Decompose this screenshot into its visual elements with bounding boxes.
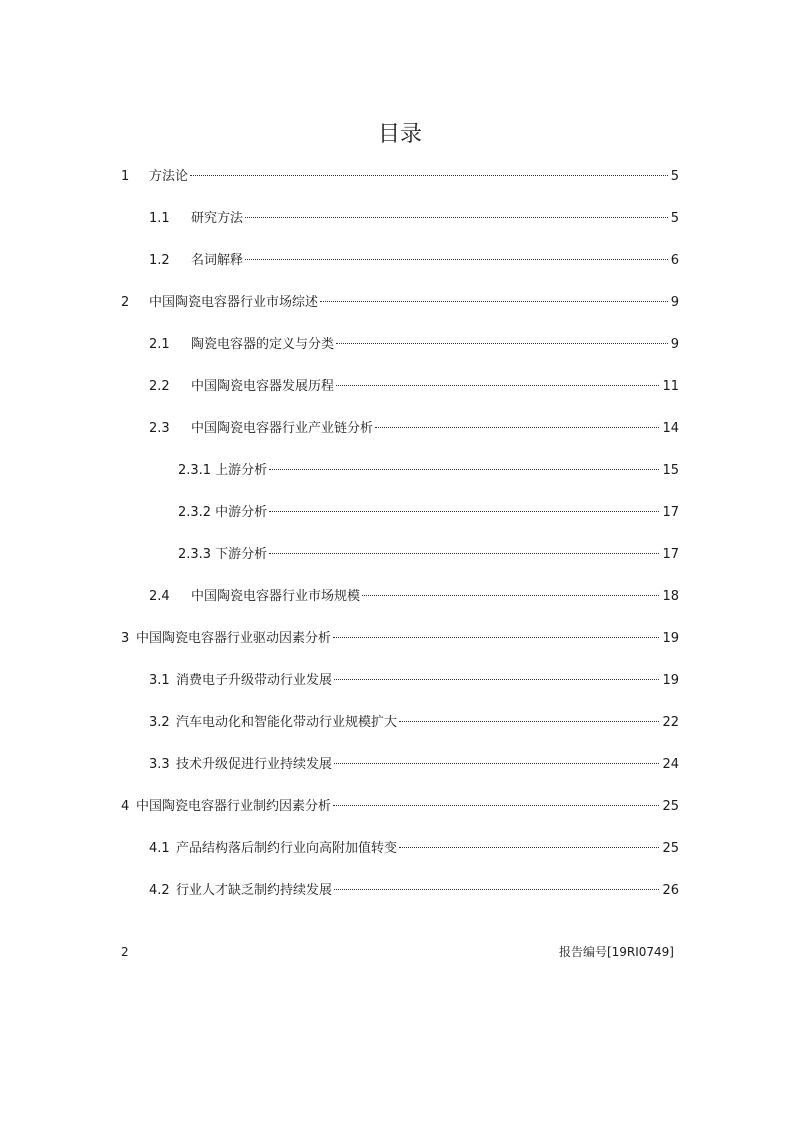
toc-entry[interactable] [149, 419, 679, 439]
toc-entry-page: 24 [662, 757, 679, 772]
toc-dot-leader [269, 511, 659, 512]
toc-entry-page: 22 [662, 715, 679, 730]
toc-dot-leader [320, 301, 668, 302]
toc-entry[interactable] [121, 293, 679, 313]
toc-entry-number: 2.3.3 [178, 547, 212, 562]
toc-entry-text: 上游分析 [215, 463, 268, 478]
toc-dot-leader [334, 889, 659, 890]
toc-dot-leader [362, 595, 659, 596]
toc-entry-number: 2 [121, 295, 130, 310]
toc-dot-leader [334, 679, 659, 680]
toc-entry-number: 2.3.2 [178, 505, 212, 520]
toc-entry-text: 产品结构落后制约行业向高附加值转变 [176, 841, 398, 856]
toc-entry[interactable] [149, 587, 679, 607]
footer-report-id: 报告编号[19RI0749] [558, 945, 674, 959]
toc-entry-number: 4.1 [149, 841, 170, 856]
toc-entry-text: 技术升级促进行业持续发展 [176, 757, 333, 772]
toc-entry-text: 中国陶瓷电容器发展历程 [191, 379, 335, 394]
toc-entry-number: 4.2 [149, 883, 170, 898]
toc-dot-leader [336, 343, 668, 344]
toc-entry[interactable] [121, 629, 679, 649]
toc-entry[interactable] [149, 335, 679, 355]
toc-entry-text: 中国陶瓷电容器行业驱动因素分析 [136, 631, 332, 646]
toc-entry-text: 研究方法 [191, 211, 244, 226]
toc-entry-number: 2.2 [149, 379, 170, 394]
toc-dot-leader [399, 847, 659, 848]
toc-entry-number: 3.3 [149, 757, 170, 772]
toc-entry-text: 中国陶瓷电容器行业制约因素分析 [136, 799, 332, 814]
toc-entry-number: 3.2 [149, 715, 170, 730]
toc-entry-number: 3.1 [149, 673, 170, 688]
toc-entry[interactable] [149, 251, 679, 271]
toc-entry-page: 9 [670, 337, 679, 352]
toc-entry-text: 下游分析 [215, 547, 268, 562]
toc-entry-number: 3 [121, 631, 130, 646]
toc-entry-page: 18 [662, 589, 679, 604]
toc-entry-number: 2.3 [149, 421, 170, 436]
toc-entry-text: 名词解释 [191, 253, 244, 268]
toc-entry-page: 9 [670, 295, 679, 310]
toc-entry[interactable] [149, 881, 679, 901]
toc-entry[interactable] [149, 209, 679, 229]
toc-entry-number: 4 [121, 799, 130, 814]
toc-entry-page: 19 [662, 673, 679, 688]
toc-dot-leader [375, 427, 659, 428]
toc-entry[interactable] [149, 839, 679, 859]
toc-entry-page: 25 [662, 841, 679, 856]
toc-entry[interactable] [178, 545, 679, 565]
toc-dot-leader [269, 553, 659, 554]
toc-title: 目录 [377, 122, 422, 147]
toc-entry-page: 5 [670, 211, 679, 226]
toc-entry-page: 19 [662, 631, 679, 646]
toc-entry[interactable] [149, 377, 679, 397]
toc-entry-page: 14 [662, 421, 679, 436]
toc-entry-text: 中国陶瓷电容器行业市场综述 [149, 295, 319, 310]
toc-dot-leader [336, 385, 659, 386]
toc-dot-leader [333, 637, 659, 638]
toc-dot-leader [190, 175, 668, 176]
toc-entry-page: 6 [670, 253, 679, 268]
toc-entry-text: 汽车电动化和智能化带动行业规模扩大 [176, 715, 398, 730]
toc-entry-text: 方法论 [149, 169, 189, 184]
toc-dot-leader [334, 763, 659, 764]
toc-entry[interactable] [149, 713, 679, 733]
toc-entry-text: 行业人才缺乏制约持续发展 [176, 883, 333, 898]
toc-entry-page: 26 [662, 883, 679, 898]
toc-dot-leader [245, 217, 668, 218]
toc-entry-number: 2.1 [149, 337, 170, 352]
toc-entry[interactable] [149, 755, 679, 775]
toc-entry-number: 1 [121, 169, 130, 184]
toc-entry-text: 消费电子升级带动行业发展 [176, 673, 333, 688]
toc-entry[interactable] [121, 797, 679, 817]
toc-entry-page: 17 [662, 505, 679, 520]
toc-dot-leader [333, 805, 659, 806]
toc-entry-text: 陶瓷电容器的定义与分类 [191, 337, 335, 352]
toc-entry-text: 中游分析 [215, 505, 268, 520]
toc-entry-page: 15 [662, 463, 679, 478]
toc-entry-page: 17 [662, 547, 679, 562]
toc-entry-page: 11 [662, 379, 679, 394]
toc-entry[interactable] [178, 503, 679, 523]
toc-entry-number: 1.1 [149, 211, 170, 226]
toc-entry-number: 2.4 [149, 589, 170, 604]
footer-page-number: 2 [121, 945, 129, 959]
toc-dot-leader [399, 721, 659, 722]
toc-entry-text: 中国陶瓷电容器行业产业链分析 [191, 421, 374, 436]
toc-entry-text: 中国陶瓷电容器行业市场规模 [191, 589, 361, 604]
toc-entry[interactable] [149, 671, 679, 691]
toc-entry-page: 25 [662, 799, 679, 814]
toc-entry-number: 2.3.1 [178, 463, 212, 478]
toc-entry[interactable] [121, 167, 679, 187]
toc-entry-number: 1.2 [149, 253, 170, 268]
toc-dot-leader [269, 469, 659, 470]
toc-entry[interactable] [178, 461, 679, 481]
toc-entry-page: 5 [670, 169, 679, 184]
toc-dot-leader [245, 259, 668, 260]
